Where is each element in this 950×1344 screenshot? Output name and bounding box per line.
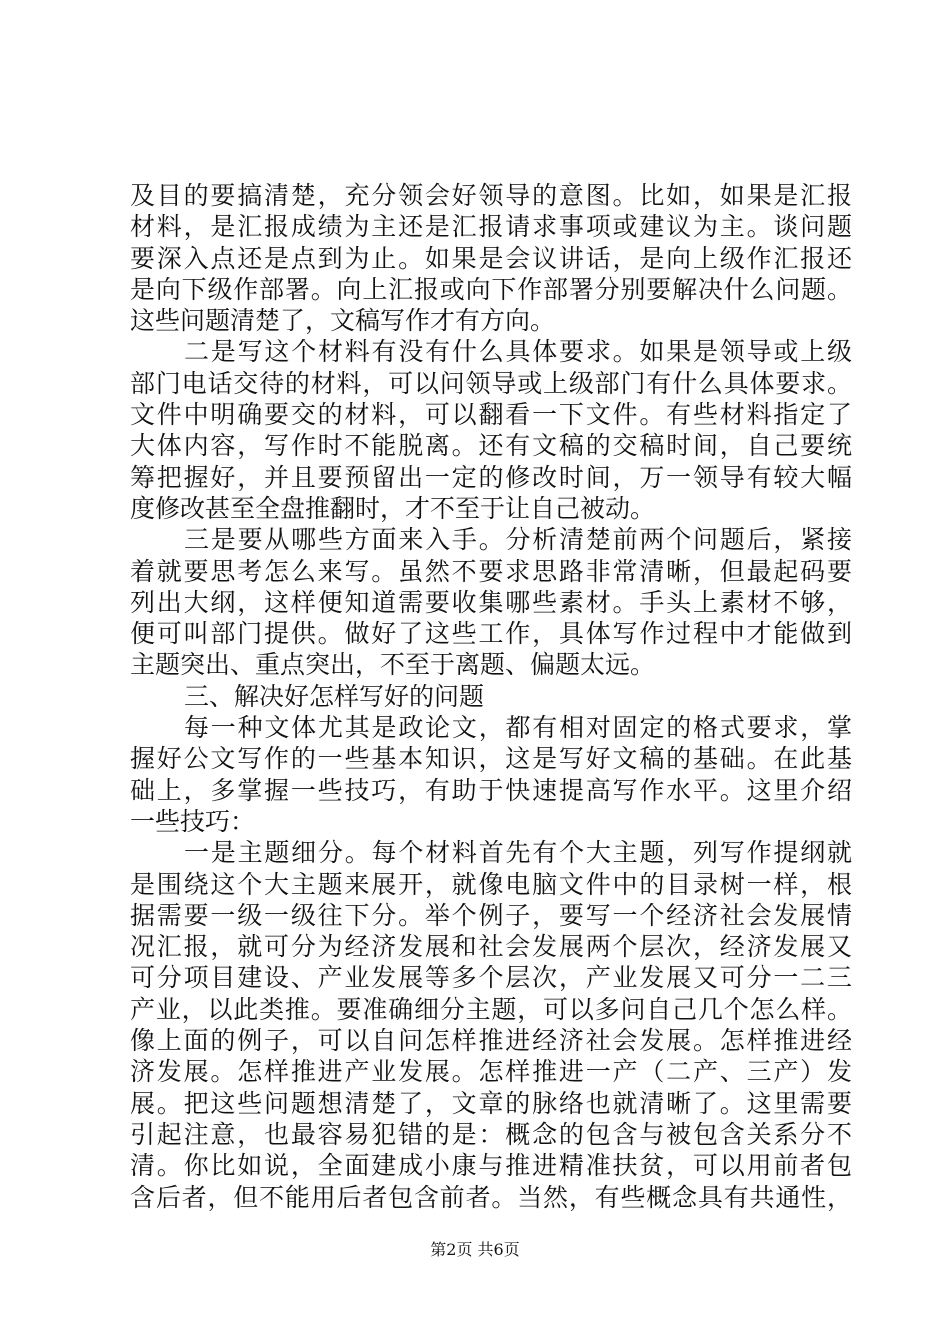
text-line: 是向下级作部署。向上汇报或向下作部署分别要解决什么问题。 xyxy=(130,274,852,304)
text-line: 清。你比如说，全面建成小康与推进精准扶贫，可以用前者包 xyxy=(130,1151,852,1181)
text-line: 三是要从哪些方面来入手。分析清楚前两个问题后，紧接 xyxy=(184,525,852,555)
text-line: 三、解决好怎样写好的问题 xyxy=(184,681,485,711)
text-line: 握好公文写作的一些基本知识，这是写好文稿的基础。在此基 xyxy=(130,744,852,774)
text-line: 据需要一级一级往下分。举个例子，要写一个经济社会发展情 xyxy=(130,900,852,930)
text-line: 济发展。怎样推进产业发展。怎样推进一产（二产、三产）发 xyxy=(130,1057,852,1087)
text-line: 度修改甚至全盘推翻时，才不至于让自己被动。 xyxy=(130,493,656,523)
page-number-footer: 第2页 共6页 xyxy=(430,1240,520,1259)
text-line: 一是主题细分。每个材料首先有个大主题，列写作提纲就 xyxy=(184,838,852,868)
text-line: 着就要思考怎么来写。虽然不要求思路非常清晰，但最起码要 xyxy=(130,556,852,586)
text-line: 况汇报，就可分为经济发展和社会发展两个层次，经济发展又 xyxy=(130,932,852,962)
text-line: 及目的要搞清楚，充分领会好领导的意图。比如，如果是汇报 xyxy=(130,181,852,210)
text-line: 便可叫部门提供。做好了这些工作，具体写作过程中才能做到 xyxy=(130,619,852,649)
text-line: 一些技巧： xyxy=(130,806,256,836)
text-line: 要深入点还是点到为止。如果是会议讲话，是向上级作汇报还 xyxy=(130,243,852,273)
text-line: 是围绕这个大主题来展开，就像电脑文件中的目录树一样，根 xyxy=(130,869,852,899)
text-line: 引起注意，也最容易犯错的是：概念的包含与被包含关系分不 xyxy=(130,1119,852,1149)
text-line: 二是写这个材料有没有什么具体要求。如果是领导或上级 xyxy=(184,337,852,367)
text-line: 像上面的例子，可以自问怎样推进经济社会发展。怎样推进经 xyxy=(130,1026,852,1056)
text-line: 础上，多掌握一些技巧，有助于快速提高写作水平。这里介绍 xyxy=(130,775,852,805)
text-line: 筹把握好，并且要预留出一定的修改时间，万一领导有较大幅 xyxy=(130,462,852,492)
text-line: 展。把这些问题想清楚了，文章的脉络也就清晰了。这里需要 xyxy=(130,1088,852,1118)
text-line: 主题突出、重点突出，不至于离题、偏题太远。 xyxy=(130,650,656,680)
text-line: 文件中明确要交的材料，可以翻看一下文件。有些材料指定了 xyxy=(130,400,852,430)
document-body xyxy=(130,180,852,1213)
text-line: 可分项目建设、产业发展等多个层次，产业发展又可分一二三 xyxy=(130,963,852,993)
text-line: 这些问题清楚了，文稿写作才有方向。 xyxy=(130,306,556,336)
text-line: 每一种文体尤其是政论文，都有相对固定的格式要求，掌 xyxy=(184,713,852,743)
text-line: 大体内容，写作时不能脱离。还有文稿的交稿时间，自己要统 xyxy=(130,431,852,461)
text-line: 材料，是汇报成绩为主还是汇报请求事项或建议为主。谈问题 xyxy=(130,212,852,242)
text-line: 产业，以此类推。要准确细分主题，可以多问自己几个怎么样。 xyxy=(130,994,852,1024)
text-line: 部门电话交待的材料，可以问领导或上级部门有什么具体要求。 xyxy=(130,368,852,398)
text-line: 列出大纲，这样便知道需要收集哪些素材。手头上素材不够， xyxy=(130,587,852,617)
text-line: 含后者，但不能用后者包含前者。当然，有些概念具有共通性， xyxy=(130,1182,852,1212)
